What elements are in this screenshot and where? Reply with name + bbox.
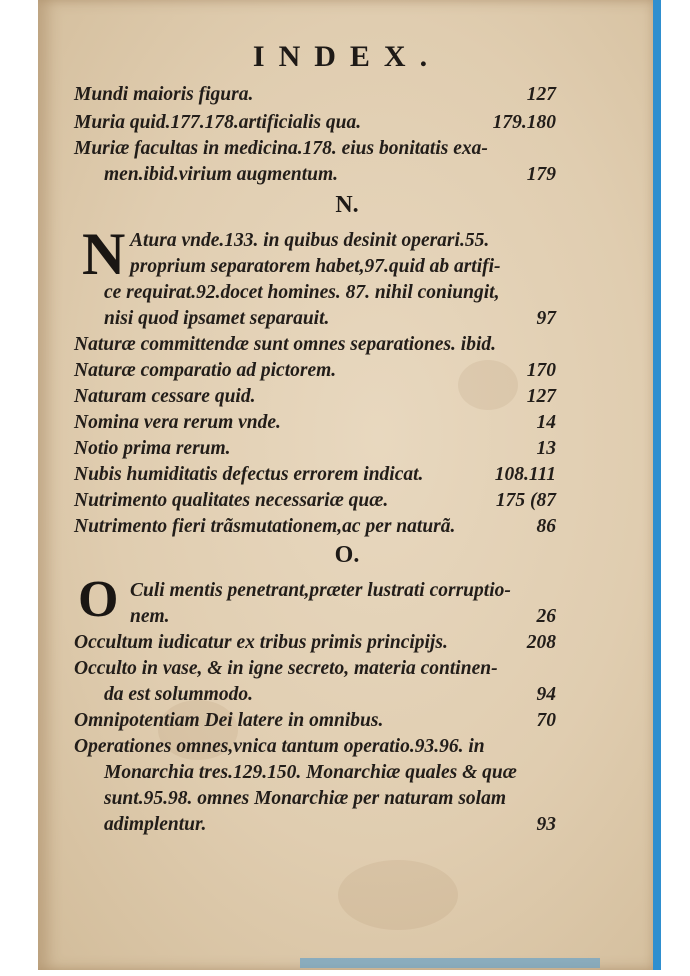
entry-page-number: 97 bbox=[536, 308, 556, 329]
entry-text: ce requirat.92.docet homines. 87. nihil coniungit, bbox=[104, 282, 500, 303]
entry-text: Naturæ committendæ sunt omnes separationes. ibid. bbox=[74, 334, 497, 355]
entry-page-number: 179.180 bbox=[492, 112, 556, 133]
entry-text: proprium separatorem habet,97.quid ab artifi- bbox=[130, 256, 501, 277]
entry-text: Nutrimento fieri trãsmutationem,ac per naturã. bbox=[74, 516, 456, 537]
index-entry-continued bbox=[104, 164, 554, 188]
entry-page-number: 93 bbox=[536, 814, 556, 835]
entry-page-number: 14 bbox=[536, 412, 556, 433]
page-heading: INDEX. bbox=[252, 40, 442, 73]
entry-text: Mundi maioris figura. bbox=[74, 84, 254, 105]
entry-text: Nubis humiditatis defectus errorem indicat. bbox=[74, 464, 424, 485]
index-entry bbox=[74, 490, 554, 514]
entry-text: Monarchia tres.129.150. Monarchiæ quales & quæ bbox=[104, 762, 517, 783]
entry-page-number: 127 bbox=[526, 84, 556, 105]
entry-page-number: 94 bbox=[536, 684, 556, 705]
entry-text: da est solummodo. bbox=[104, 684, 253, 705]
entry-page-number: 208 bbox=[526, 632, 556, 653]
entry-text: Occultum iudicatur ex tribus primis principijs. bbox=[74, 632, 448, 653]
entry-text: Muria quid.177.178.artificialis qua. bbox=[74, 112, 362, 133]
book-page bbox=[38, 0, 656, 970]
index-entry bbox=[130, 580, 554, 604]
entry-text: Culi mentis penetrant,præter lustrati corruptio- bbox=[130, 580, 511, 601]
entry-text: Naturam cessare quid. bbox=[74, 386, 256, 407]
section-letter-n: N. bbox=[335, 192, 359, 218]
index-entry bbox=[74, 658, 554, 682]
section-letter-o: O. bbox=[334, 542, 360, 568]
index-entry bbox=[74, 412, 554, 436]
entry-page-number: 179 bbox=[526, 164, 556, 185]
index-entry bbox=[74, 516, 554, 540]
entry-page-number: 70 bbox=[536, 710, 556, 731]
index-entry bbox=[74, 112, 554, 136]
entry-page-number: 13 bbox=[536, 438, 556, 459]
entry-text: Nomina vera rerum vnde. bbox=[74, 412, 281, 433]
index-entry bbox=[74, 464, 554, 488]
scan-edge-bottom bbox=[300, 958, 600, 968]
paper-stain bbox=[338, 860, 458, 930]
entry-page-number: 170 bbox=[526, 360, 556, 381]
entry-text: men.ibid.virium augmentum. bbox=[104, 164, 339, 185]
entry-page-number: 86 bbox=[536, 516, 556, 537]
entry-page-number: 175 (87 bbox=[495, 490, 556, 511]
entry-text: Naturæ comparatio ad pictorem. bbox=[74, 360, 337, 381]
index-entry bbox=[74, 438, 554, 462]
index-entry bbox=[74, 632, 554, 656]
index-entry bbox=[74, 360, 554, 384]
entry-text: sunt.95.98. omnes Monarchiæ per naturam solam bbox=[104, 788, 507, 809]
entry-text: Muriæ facultas in medicina.178. eius bonitatis exa- bbox=[74, 138, 488, 159]
entry-text: nem. bbox=[130, 606, 170, 627]
drop-cap-n: N bbox=[82, 221, 126, 287]
entry-text: Omnipotentiam Dei latere in omnibus. bbox=[74, 710, 384, 731]
index-entry-continued bbox=[104, 814, 554, 838]
index-entry bbox=[74, 334, 554, 358]
index-entry bbox=[74, 138, 554, 162]
entry-text: adimplentur. bbox=[104, 814, 207, 835]
index-entry-continued bbox=[130, 606, 554, 630]
entry-text: Atura vnde.133. in quibus desinit operari.55. bbox=[130, 230, 490, 251]
index-entry bbox=[74, 84, 554, 108]
scan-edge-blue bbox=[653, 0, 661, 970]
drop-cap-o: O bbox=[78, 571, 119, 628]
entry-page-number: 108.111 bbox=[494, 464, 556, 485]
entry-page-number: 127 bbox=[526, 386, 556, 407]
index-entry-continued bbox=[104, 788, 554, 812]
index-entry-continued bbox=[104, 308, 554, 332]
index-entry bbox=[74, 736, 554, 760]
index-entry-continued bbox=[104, 282, 554, 306]
index-entry bbox=[130, 230, 554, 254]
entry-text: Occulto in vase, & in igne secreto, materia continen- bbox=[74, 658, 498, 679]
index-entry-continued bbox=[130, 256, 554, 280]
index-entry-continued bbox=[104, 762, 554, 786]
index-entry-continued bbox=[104, 684, 554, 708]
index-entry bbox=[74, 710, 554, 734]
entry-page-number: 26 bbox=[536, 606, 556, 627]
entry-text: nisi quod ipsamet separauit. bbox=[104, 308, 330, 329]
index-entry bbox=[74, 386, 554, 410]
entry-text: Operationes omnes,vnica tantum operatio.93.96. in bbox=[74, 736, 485, 757]
entry-text: Nutrimento qualitates necessariæ quæ. bbox=[74, 490, 389, 511]
entry-text: Notio prima rerum. bbox=[74, 438, 231, 459]
